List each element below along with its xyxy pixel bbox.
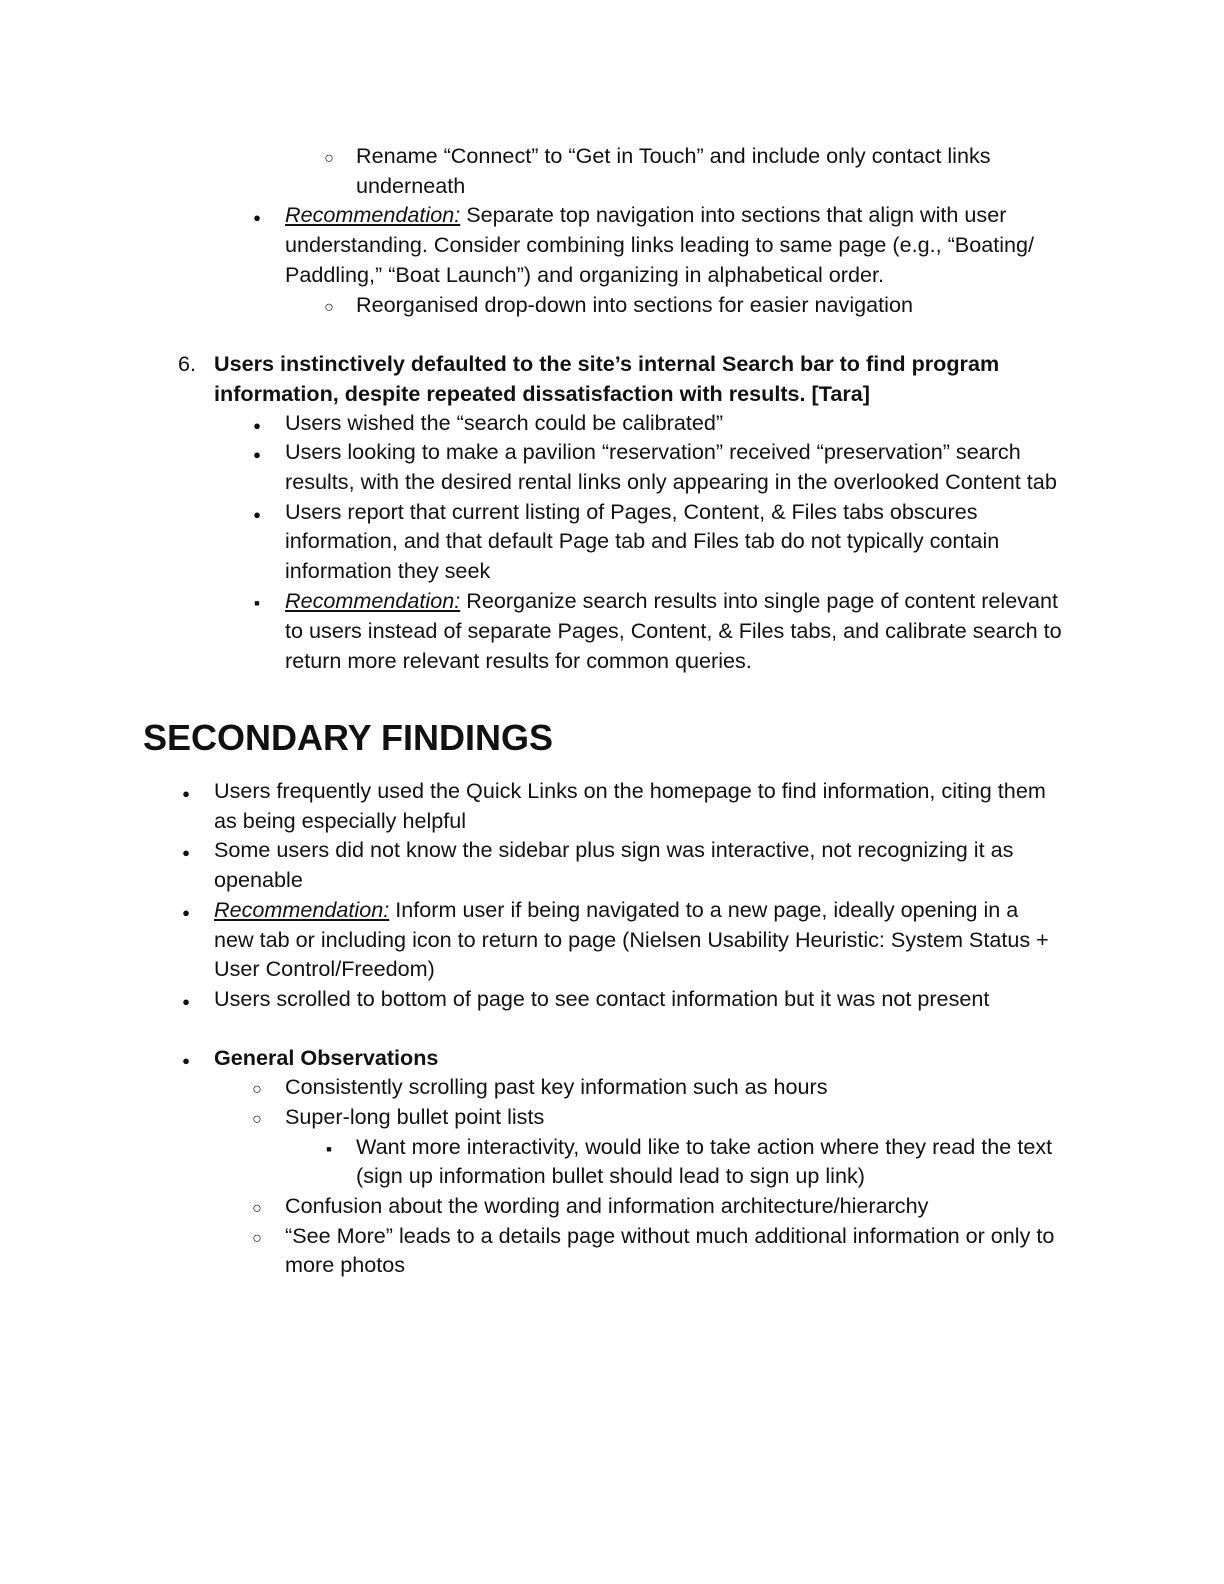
secondary-bullet-2-line-1: Some users did not know the sidebar plus sign was interactive, not recognizing it as — [214, 837, 1014, 862]
general-observations-title: General Observations — [214, 1045, 439, 1070]
secondary-bullet-2-line-2: openable — [214, 867, 303, 892]
connect-rename-line-1: Rename “Connect” to “Get in Touch” and include only contact links — [356, 143, 991, 168]
disc-bullet-icon — [171, 895, 201, 928]
secondary-bullet-1-line-1: Users frequently used the Quick Links on the homepage to find information, citing them — [214, 778, 1046, 803]
disc-bullet-icon — [171, 835, 201, 868]
recommendation-text: Separate top navigation into sections that align with user — [460, 202, 1007, 227]
recommendation-nav-line-1 — [285, 200, 1006, 230]
disc-bullet-icon — [171, 984, 201, 1017]
disc-bullet-icon — [242, 497, 272, 530]
finding6-bullet-2-line-1: Users looking to make a pavilion “reservation” received “preservation” search — [285, 439, 1021, 464]
recommendation-label: Recommendation: — [285, 588, 461, 613]
disc-bullet-icon — [171, 776, 201, 809]
circle-bullet-icon — [242, 1072, 272, 1105]
general-item-1: Consistently scrolling past key information such as hours — [285, 1074, 828, 1099]
finding6-bullet-1: Users wished the “search could be calibrated” — [285, 410, 724, 435]
general-item-4-line-2: more photos — [285, 1252, 406, 1277]
secondary-bullet-1-line-2: as being especially helpful — [214, 808, 467, 833]
finding6-bullet-2-line-2: results, with the desired rental links only appearing in the overlooked Content tab — [285, 469, 1057, 494]
recommendation-label: Recommendation: — [285, 202, 461, 227]
section-heading: SECONDARY FINDINGS — [143, 717, 554, 758]
square-bullet-icon — [242, 586, 272, 618]
disc-bullet-icon — [242, 437, 272, 470]
general-item-2: Super-long bullet point lists — [285, 1104, 545, 1129]
circle-bullet-icon — [242, 1221, 272, 1254]
secondary-bullet-contact: Users scrolled to bottom of page to see contact information but it was not present — [214, 986, 990, 1011]
circle-bullet-icon — [242, 1102, 272, 1135]
finding6-heading-line-1: Users instinctively defaulted to the site’s internal Search bar to find program — [214, 351, 1000, 376]
reorganised-dropdown-line: Reorganised drop-down into sections for easier navigation — [356, 292, 913, 317]
finding6-heading-line-2: information, despite repeated dissatisfaction with results. [Tara] — [214, 381, 870, 406]
general-item-4-line-1: “See More” leads to a details page without much additional information or only to — [285, 1223, 1055, 1248]
recommendation-label: Recommendation: — [214, 897, 390, 922]
circle-bullet-icon — [314, 290, 344, 323]
secondary-recommendation-line-2: new tab or including icon to return to page (Nielsen Usability Heuristic: System Status + — [214, 927, 1049, 952]
secondary-recommendation-line-1 — [214, 895, 1018, 925]
recommendation-text: Inform user if being navigated to a new page, ideally opening in a — [389, 897, 1019, 922]
finding6-recommendation-line-3: return more relevant results for common queries. — [285, 648, 752, 673]
circle-bullet-icon — [242, 1191, 272, 1224]
finding6-bullet-3-line-1: Users report that current listing of Pages, Content, & Files tabs obscures — [285, 499, 978, 524]
finding-number: 6. — [177, 351, 196, 376]
recommendation-nav-line-3: Paddling,” “Boat Launch”) and organizing in alphabetical order. — [285, 262, 885, 287]
general-item-3: Confusion about the wording and information architecture/hierarchy — [285, 1193, 929, 1218]
finding6-bullet-3-line-2: information, and that default Page tab and Files tab do not typically contain — [285, 528, 1000, 553]
general-sub-item-line-1: Want more interactivity, would like to take action where they read the text — [356, 1134, 1053, 1159]
connect-rename-line-2: underneath — [356, 173, 466, 198]
finding6-recommendation-line-2: to users instead of separate Pages, Content, & Files tabs, and calibrate search to — [285, 618, 1062, 643]
finding6-recommendation-line-1 — [285, 586, 1058, 616]
general-sub-item-line-2: (sign up information bullet should lead to sign up link) — [356, 1163, 865, 1188]
square-bullet-icon — [314, 1132, 344, 1164]
secondary-recommendation-line-3: User Control/Freedom) — [214, 956, 435, 981]
disc-bullet-icon — [242, 200, 272, 233]
recommendation-text: Reorganize search results into single page of content relevant — [460, 588, 1059, 613]
disc-bullet-icon — [171, 1043, 201, 1076]
recommendation-nav-line-2: understanding. Consider combining links leading to same page (e.g., “Boating/ — [285, 232, 1035, 257]
finding6-bullet-3-line-3: information they seek — [285, 558, 491, 583]
circle-bullet-icon — [314, 141, 344, 174]
